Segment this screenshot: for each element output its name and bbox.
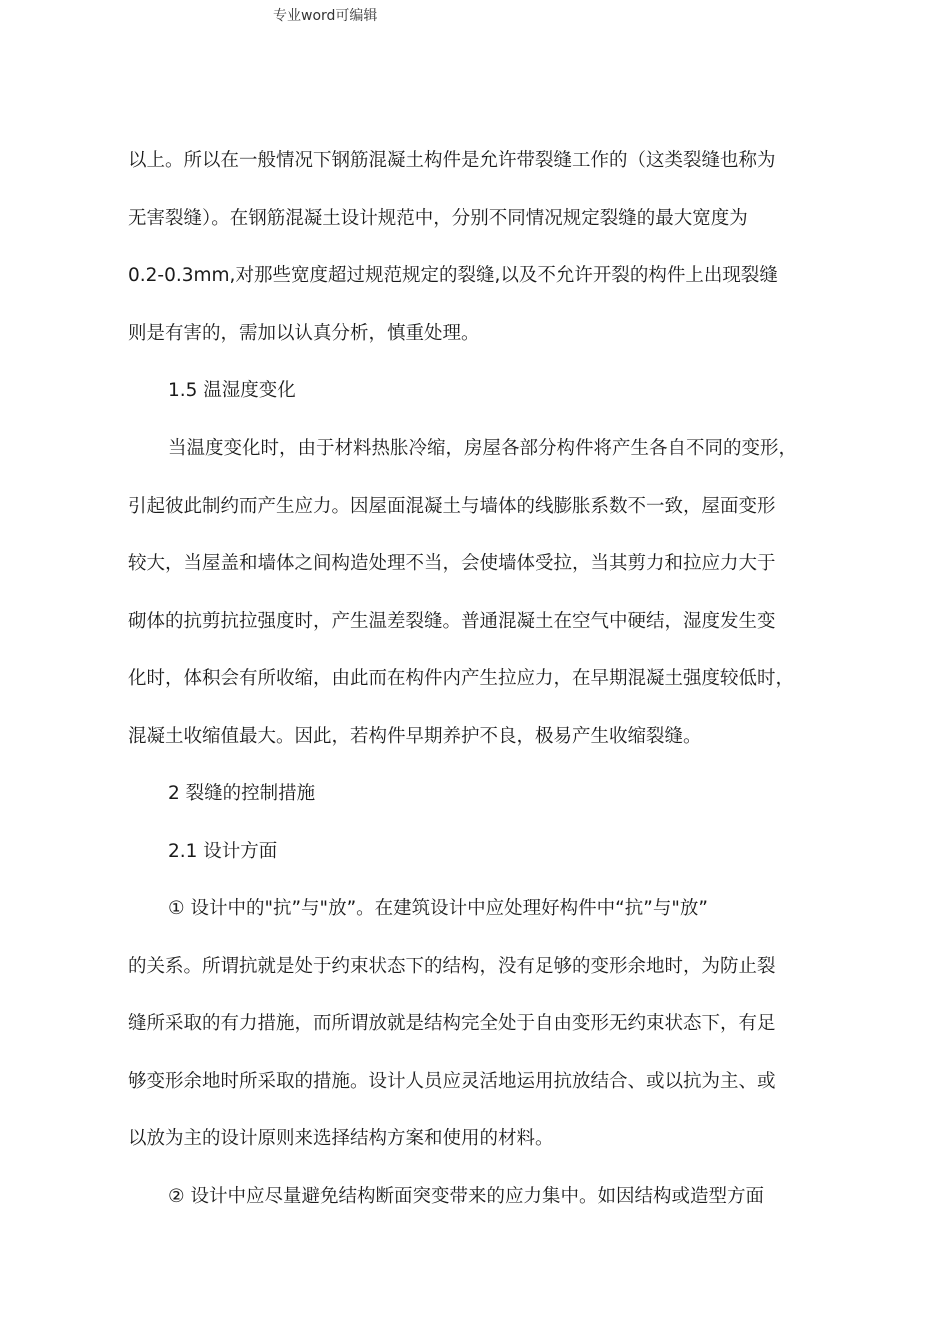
paragraph-line: 的关系。所谓抗就是处于约束状态下的结构，没有足够的变形余地时，为防止裂 xyxy=(128,956,776,977)
paragraph-line: 够变形余地时所采取的措施。设计人员应灵活地运用抗放结合、或以抗为主、或 xyxy=(128,1071,776,1092)
header-watermark: 专业word可编辑 xyxy=(273,8,378,24)
paragraph-line: 引起彼此制约而产生应力。因屋面混凝土与墙体的线膨胀系数不一致，屋面变形 xyxy=(128,496,776,517)
paragraph-line: 无害裂缝）。在钢筋混凝土设计规范中，分别不同情况规定裂缝的最大宽度为 xyxy=(128,208,748,229)
paragraph-line: ① 设计中的"抗”与"放”。在建筑设计中应处理好构件中“抗”与"放” xyxy=(168,898,708,919)
paragraph-line: 砌体的抗剪抗拉强度时，产生温差裂缝。普通混凝土在空气中硬结，湿度发生变 xyxy=(128,611,776,632)
paragraph-line: 缝所采取的有力措施，而所谓放就是结构完全处于自由变形无约束状态下，有足 xyxy=(128,1013,776,1034)
paragraph-line: 当温度变化时，由于材料热胀冷缩，房屋各部分构件将产生各自不同的变形， xyxy=(168,438,798,459)
paragraph-line: ② 设计中应尽量避免结构断面突变带来的应力集中。如因结构或造型方面 xyxy=(168,1186,764,1207)
paragraph-line: 混凝土收缩值最大。因此，若构件早期养护不良，极易产生收缩裂缝。 xyxy=(128,726,702,747)
paragraph-line: 化时，体积会有所收缩，由此而在构件内产生拉应力，在早期混凝土强度较低时， xyxy=(128,668,795,689)
paragraph-line: 较大，当屋盖和墙体之间构造处理不当，会使墙体受拉，当其剪力和拉应力大于 xyxy=(128,553,776,574)
paragraph-line: 则是有害的，需加以认真分析，慎重处理。 xyxy=(128,323,480,344)
section-heading: 2 裂缝的控制措施 xyxy=(168,783,316,804)
paragraph-line: 0.2-0.3mm,对那些宽度超过规范规定的裂缝,以及不允许开裂的构件上出现裂缝 xyxy=(128,265,778,286)
section-heading: 1.5 温湿度变化 xyxy=(168,380,296,401)
paragraph-line: 以放为主的设计原则来选择结构方案和使用的材料。 xyxy=(128,1128,554,1149)
section-heading: 2.1 设计方面 xyxy=(168,841,278,862)
paragraph-line: 以上。所以在一般情况下钢筋混凝土构件是允许带裂缝工作的（这类裂缝也称为 xyxy=(128,150,776,171)
